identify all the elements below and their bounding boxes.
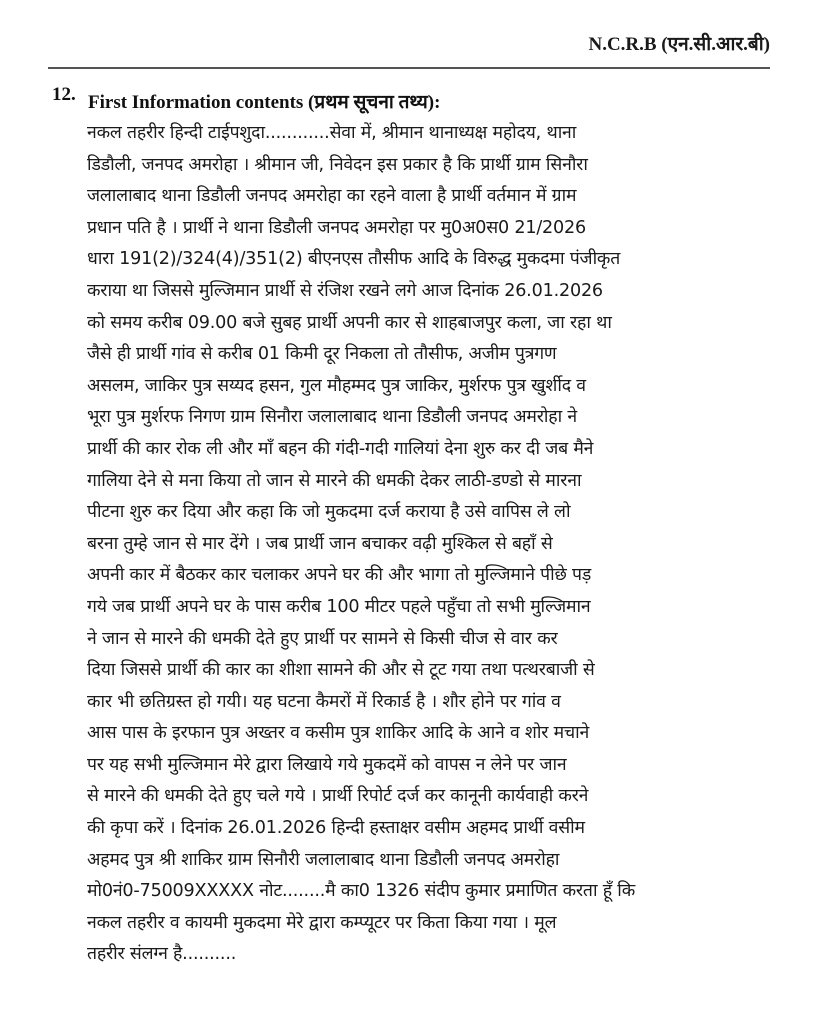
body-line: जैसे ही प्रार्थी गांव से करीब 01 किमी दूर निकला तो तौसीफ, अजीम पुत्रगण — [87, 344, 557, 365]
section-heading: First Information contents (प्रथम सूचना तथ्य): — [88, 92, 441, 113]
body-line: प्रधान पति है । प्रार्थी ने थाना डिडौली जनपद अमरोहा पर मु0अ0स0 21/2026 — [87, 217, 587, 238]
body-line: पर यह सभी मुल्जिमान मेरे द्वारा लिखाये गये मुकदमें को वापस न लेने पर जान — [87, 754, 567, 775]
body-line: धारा 191(2)/324(4)/351(2) बीएनएस तौसीफ आदि के विरुद्ध मुकदमा पंजीकृत — [87, 249, 621, 270]
body-line: ने जान से मारने की धमकी देते हुए प्रार्थी पर सामने से किसी चीज से वार कर — [87, 628, 558, 649]
body-line: बरना तुम्हे जान से मार देंगे । जब प्रार्थी जान बचाकर वढ़ी मुश्किल से बहाँ से — [87, 533, 553, 554]
body-line: मो0नं0-75009XXXXX नोट........मै का0 1326 संदीप कुमार प्रमाणित करता हूँ कि — [87, 881, 636, 902]
body-line: अहमद पुत्र श्री शाकिर ग्राम सिनौरी जलालाबाद थाना डिडौली जनपद अमरोहा — [87, 849, 560, 870]
body-line: कराया था जिससे मुल्जिमान प्रार्थी से रंजिश रखने लगे आज दिनांक 26.01.2026 — [87, 280, 603, 301]
document-header-title: N.C.R.B (एन.सी.आर.बी) — [588, 34, 770, 55]
body-line: असलम, जाकिर पुत्र सय्यद हसन, गुल मौहम्मद पुत्र जाकिर, मुर्शरफ पुत्र खुर्शीद व — [87, 375, 586, 396]
body-line: दिया जिससे प्रार्थी की कार का शीशा सामने की और से टूट गया तथा पत्थरबाजी से — [87, 660, 595, 681]
section-number: 12. — [52, 84, 76, 105]
body-line: से मारने की धमकी देते हुए चले गये । प्रार्थी रिपोर्ट दर्ज कर कानूनी कार्यवाही करने — [87, 786, 589, 807]
body-line: की कृपा करें । दिनांक 26.01.2026 हिन्दी हस्ताक्षर वसीम अहमद प्रार्थी वसीम — [87, 818, 585, 839]
body-line: डिडौली, जनपद अमरोहा । श्रीमान जी, निवेदन इस प्रकार है कि प्रार्थी ग्राम सिनौरा — [87, 154, 588, 175]
body-line: प्रार्थी की कार रोक ली और माँ बहन की गंदी-गदी गालियां देना शुरु कर दी जब मैने — [87, 438, 594, 459]
body-line: तहरीर संलग्न है.......... — [87, 944, 237, 965]
body-line: नकल तहरीर हिन्दी टाईपशुदा............सेवा में, श्रीमान थानाध्यक्ष महोदय, थाना — [87, 123, 577, 143]
body-line: पीटना शुरु कर दिया और कहा कि जो मुकदमा दर्ज कराया है उसे वापिस ले लो — [87, 502, 571, 523]
body-line: भूरा पुत्र मुर्शरफ निगण ग्राम सिनौरा जलालाबाद थाना डिडौली जनपद अमरोहा ने — [87, 407, 577, 428]
fir-contents-body — [87, 118, 787, 971]
body-line: अपनी कार में बैठकर कार चलाकर अपने घर की और भागा तो मुल्जिमाने पीछे पड़ — [87, 565, 592, 586]
header-divider — [48, 67, 770, 69]
body-line: जलालाबाद थाना डिडौली जनपद अमरोहा का रहने वाला है प्रार्थी वर्तमान में ग्राम — [87, 186, 577, 207]
body-line: कार भी छतिग्रस्त हो गयी। यह घटना कैमरों में रिकार्ड है । शौर होने पर गांव व — [87, 691, 561, 712]
body-line: गये जब प्रार्थी अपने घर के पास करीब 100 मीटर पहले पहुँचा तो सभी मुल्जिमान — [87, 596, 591, 617]
body-line: आस पास के इरफान पुत्र अख्तर व कसीम पुत्र शाकिर आदि के आने व शोर मचाने — [87, 723, 590, 744]
body-line: गालिया देने से मना किया तो जान से मारने की धमकी देकर लाठी-डण्डो से मारना — [87, 470, 582, 491]
body-line: नकल तहरीर व कायमी मुकदमा मेरे द्वारा कम्प्यूटर पर किता किया गया । मूल — [87, 912, 557, 933]
body-line: को समय करीब 09.00 बजे सुबह प्रार्थी अपनी कार से शाहबाजपुर कला, जा रहा था — [87, 312, 612, 333]
